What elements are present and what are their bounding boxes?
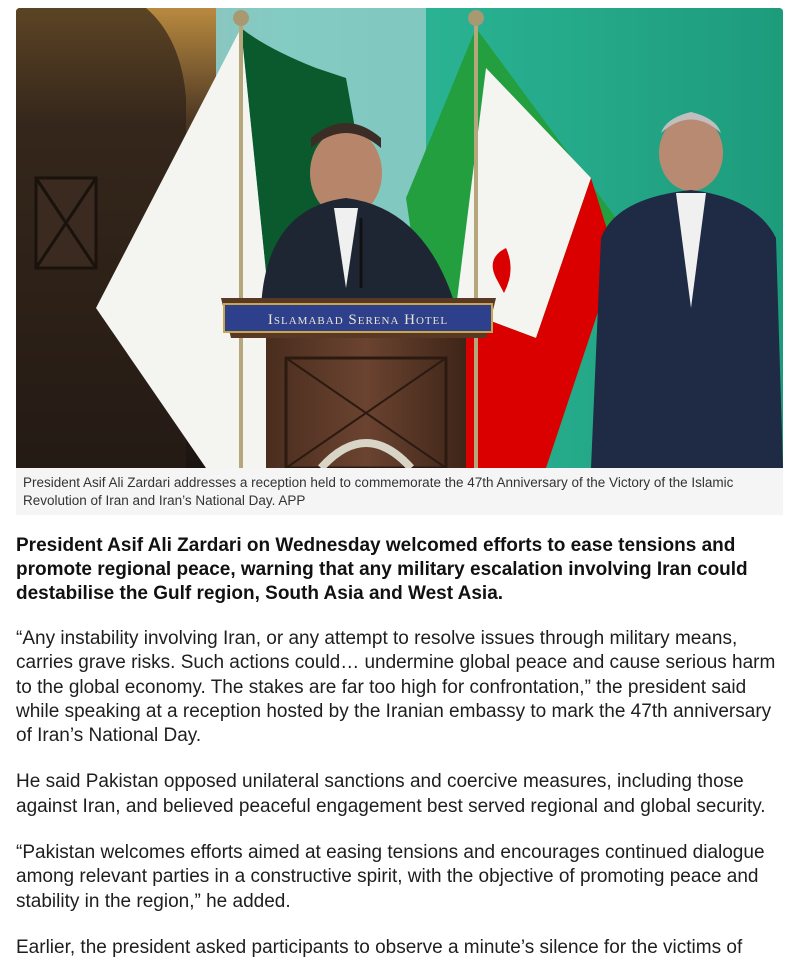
article-body <box>16 534 784 970</box>
podium-sign: Islamabad Serena Hotel <box>267 312 449 328</box>
body-paragraph-2: He said Pakistan opposed unilateral sanctions and coercive measures, including those against Iran, and believed peaceful engagement best served regional and global security. <box>16 771 766 817</box>
body-paragraph-4: Earlier, the president asked participants to observe a minute’s silence for the victims of <box>16 936 743 958</box>
photo-caption: President Asif Ali Zardari addresses a reception held to commemorate the 47th Anniversary of the Victory of the Islamic Revolution of Iran and Iran’s National Day. APP <box>16 468 783 515</box>
article-photo <box>16 8 783 468</box>
body-paragraph-3: “Pakistan welcomes efforts aimed at easing tensions and encourages continued dialogue among relevant parties in a constructive spirit, with the objective of promoting peace and stability in the region,” he added. <box>16 842 765 912</box>
lead-paragraph: President Asif Ali Zardari on Wednesday welcomed efforts to ease tensions and promote regional peace, warning that any military escalation involving Iran could destabilise the Gulf region, South Asia and West Asia. <box>16 535 748 604</box>
body-paragraph-1: “Any instability involving Iran, or any attempt to resolve issues through military means, carries grave risks. Such actions could… undermine global peace and cause serious harm to the global economy. The stakes are far too high for confrontation,” the president said while speaking at a reception hosted by the Iranian embassy to mark the 47th anniversary of Iran’s National Day. <box>16 628 776 747</box>
photo-illustration <box>16 8 783 468</box>
